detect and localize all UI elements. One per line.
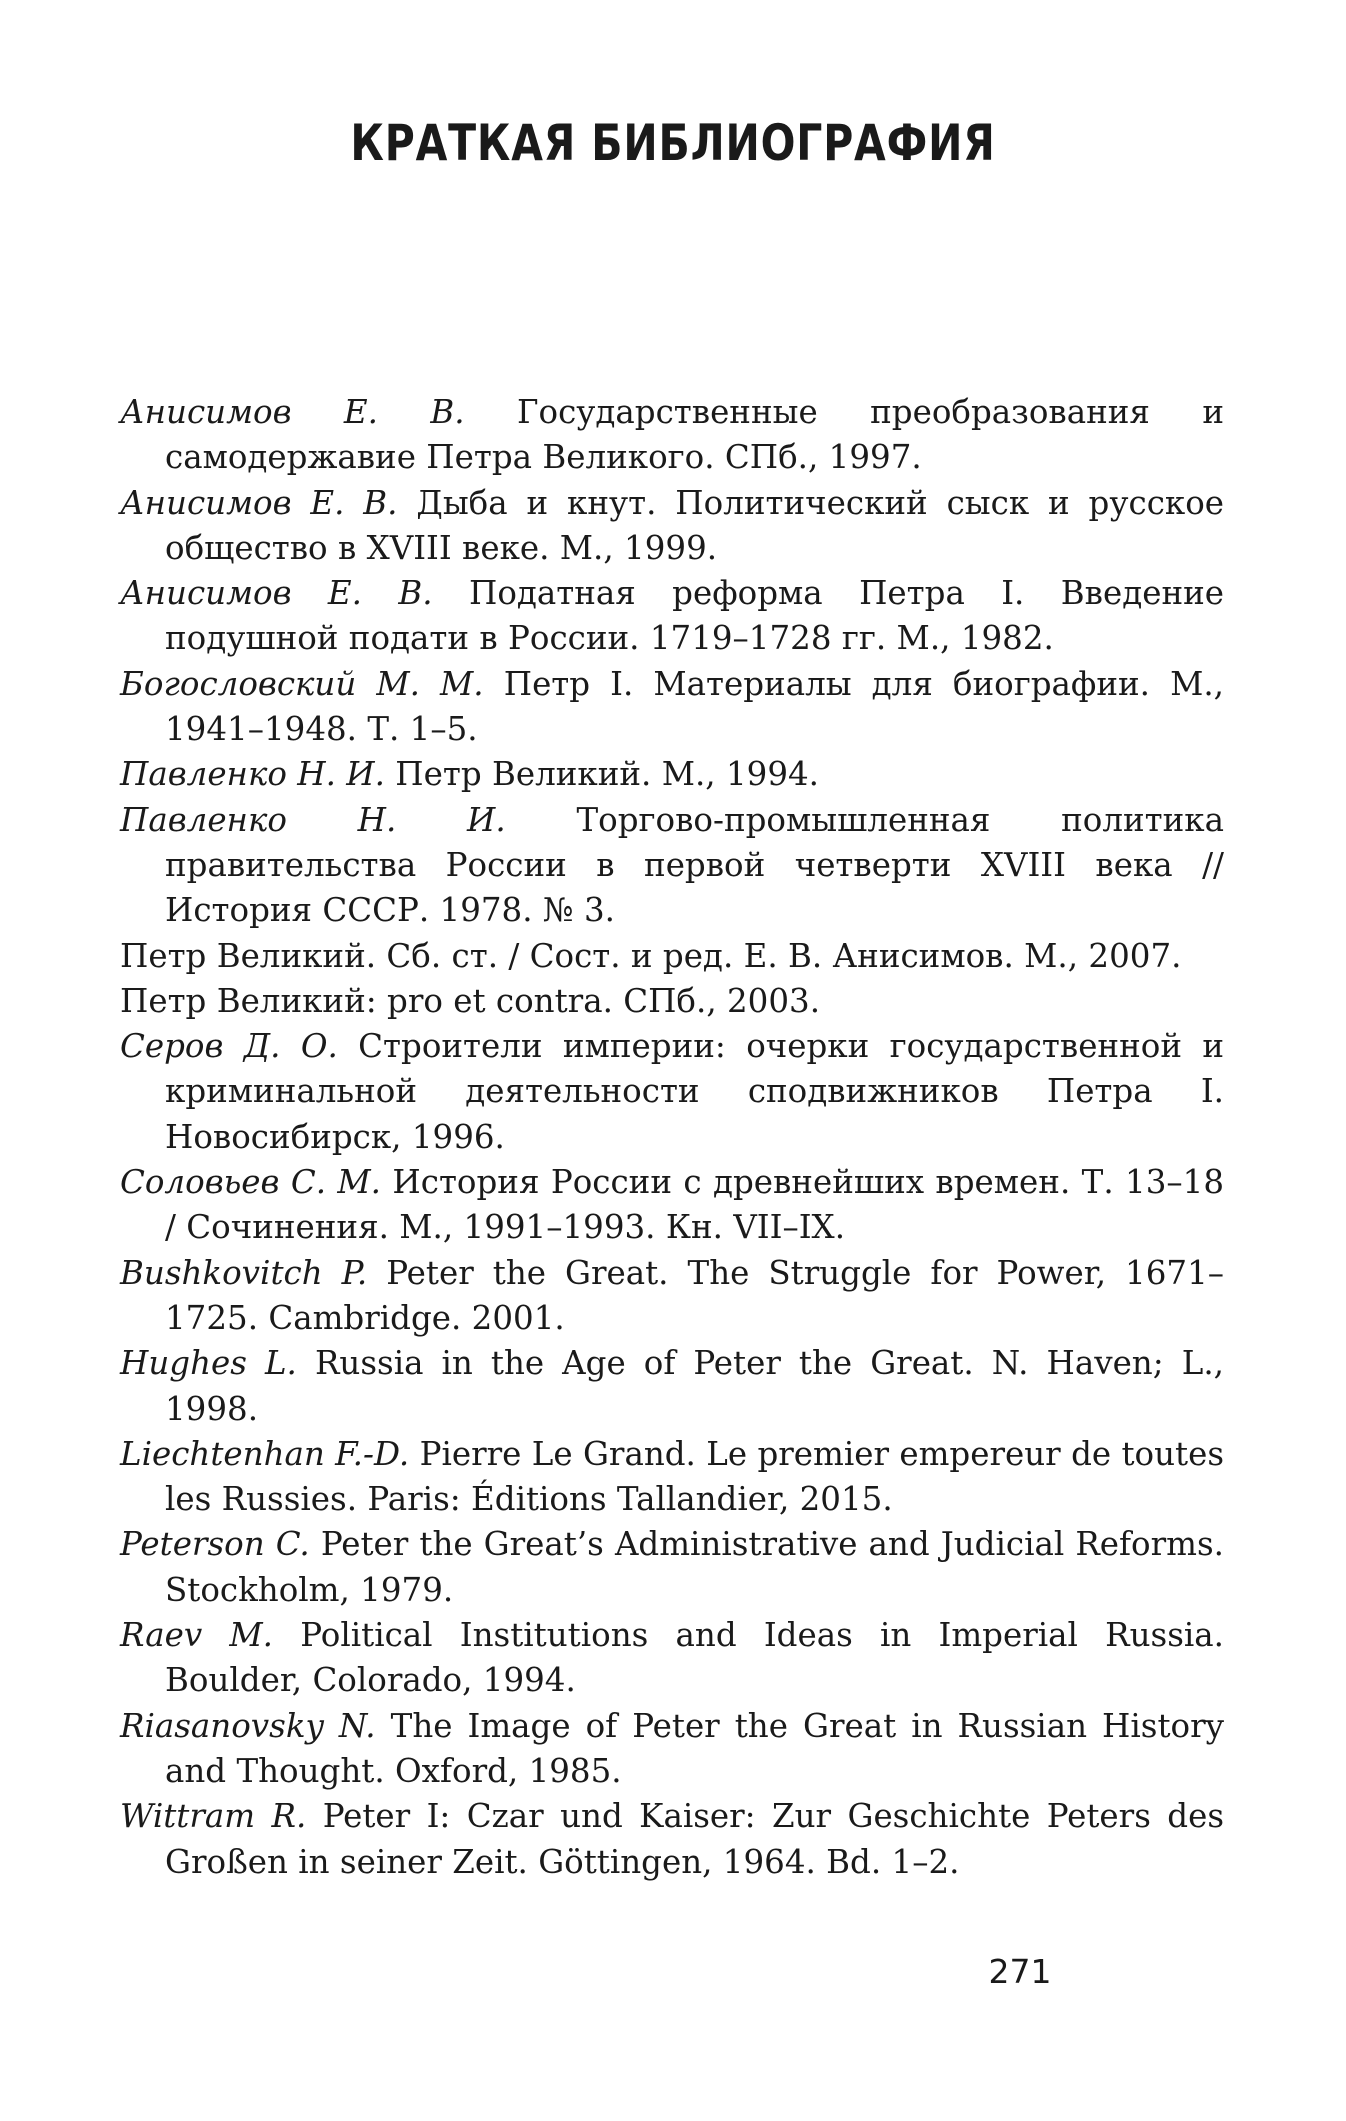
bibliography-entry (120, 1024, 1224, 1160)
entry-author: Liechtenhan F.-D. (120, 1434, 410, 1473)
page-number: 271 (988, 1952, 1052, 1991)
bibliography-entry (120, 1251, 1224, 1342)
entry-text: Торгово-промышленная политика правительства России в первой четверти XVIII века // История СССР. 1978. № 3. (165, 800, 1224, 930)
entry-author: Riasanovsky N. (120, 1706, 376, 1745)
entry-text: Peter the Great. The Struggle for Power, 1671–1725. Cambridge. 2001. (165, 1253, 1224, 1337)
bibliography-entry (120, 1613, 1224, 1704)
entry-text: Строители империи: очерки государственной и криминальной деятельности сподвижников Петра I. Новосибирск, 1996. (165, 1027, 1224, 1156)
entry-author: Анисимов Е. В. (120, 393, 465, 431)
entry-author: Wittram R. (120, 1797, 307, 1836)
bibliography-entry (120, 1341, 1224, 1432)
entry-text: Податная реформа Петра I. Введение подушной подати в России. 1719–1728 гг. М., 1982. (165, 574, 1224, 658)
bibliography-entry (120, 1432, 1224, 1523)
entry-author: Bushkovitch P. (120, 1253, 368, 1292)
bibliography-entry (120, 390, 1224, 481)
entry-text: Дыба и кнут. Политический сыск и русское общество в XVIII веке. М., 1999. (165, 483, 1225, 567)
bibliography-entry (120, 1704, 1224, 1795)
entry-text: Петр I. Материалы для биографии. М., 1941–1948. Т. 1–5. (165, 664, 1225, 749)
bibliography-entry (120, 1160, 1224, 1251)
bibliography-entry (120, 571, 1224, 662)
bibliography-entry (120, 979, 1224, 1024)
bibliography-entry (120, 481, 1224, 572)
entry-text: История России с древнейших времен. Т. 13–18 / Сочинения. М., 1991–1993. Кн. VII–IX. (165, 1163, 1224, 1247)
entry-text: Государственные преобразования и самодержавие Петра Великого. СПб., 1997. (165, 393, 1224, 477)
entry-text: Peter I: Czar und Kaiser: Zur Geschichte Peters des Großen in seiner Zeit. Göttingen, 1964. Bd. 1–2. (165, 1797, 1224, 1881)
entry-text: Петр Великий. Сб. ст. / Сост. и ред. Е. В. Анисимов. М., 2007. (120, 936, 1182, 975)
page-title: КРАТКАЯ БИБЛИОГРАФИЯ (350, 114, 996, 172)
entry-author: Серов Д. О. (120, 1027, 338, 1066)
entry-text: Peter the Great’s Administrative and Judicial Reforms. Stockholm, 1979. (165, 1525, 1224, 1609)
entry-author: Анисимов Е. В. (120, 483, 398, 522)
entry-text: The Image of Peter the Great in Russian History and Thought. Oxford, 1985. (165, 1706, 1224, 1790)
bibliography-entry (120, 1522, 1224, 1613)
bibliography-entry (120, 1794, 1224, 1885)
entry-author: Соловьев С. М. (120, 1163, 382, 1202)
entry-author: Павленко Н. И. (120, 800, 506, 839)
bibliography-entry (120, 752, 1224, 797)
entry-author: Анисимов Е. В. (120, 574, 433, 613)
entry-author: Peterson C. (120, 1525, 310, 1564)
entry-author: Raev M. (120, 1616, 274, 1655)
entry-author: Богословский М. М. (120, 664, 484, 703)
bibliography-entry (120, 798, 1224, 934)
entry-text: Political Institutions and Ideas in Imperial Russia. Boulder, Colorado, 1994. (165, 1616, 1224, 1700)
entry-text: Петр Великий. М., 1994. (384, 755, 820, 794)
entry-author: Павленко Н. И. (120, 755, 385, 794)
entry-text: Петр Великий: pro et contra. СПб., 2003. (120, 981, 821, 1020)
entry-author: Hughes L. (120, 1344, 297, 1383)
entry-text: Pierre Le Grand. Le premier empereur de toutes les Russies. Paris: Éditions Tallandier, 2015. (165, 1434, 1225, 1519)
bibliography-list (120, 390, 1224, 1885)
bibliography-entry (120, 934, 1224, 979)
bibliography-entry (120, 662, 1224, 753)
entry-text: Russia in the Age of Peter the Great. N. Haven; L., 1998. (165, 1344, 1224, 1428)
